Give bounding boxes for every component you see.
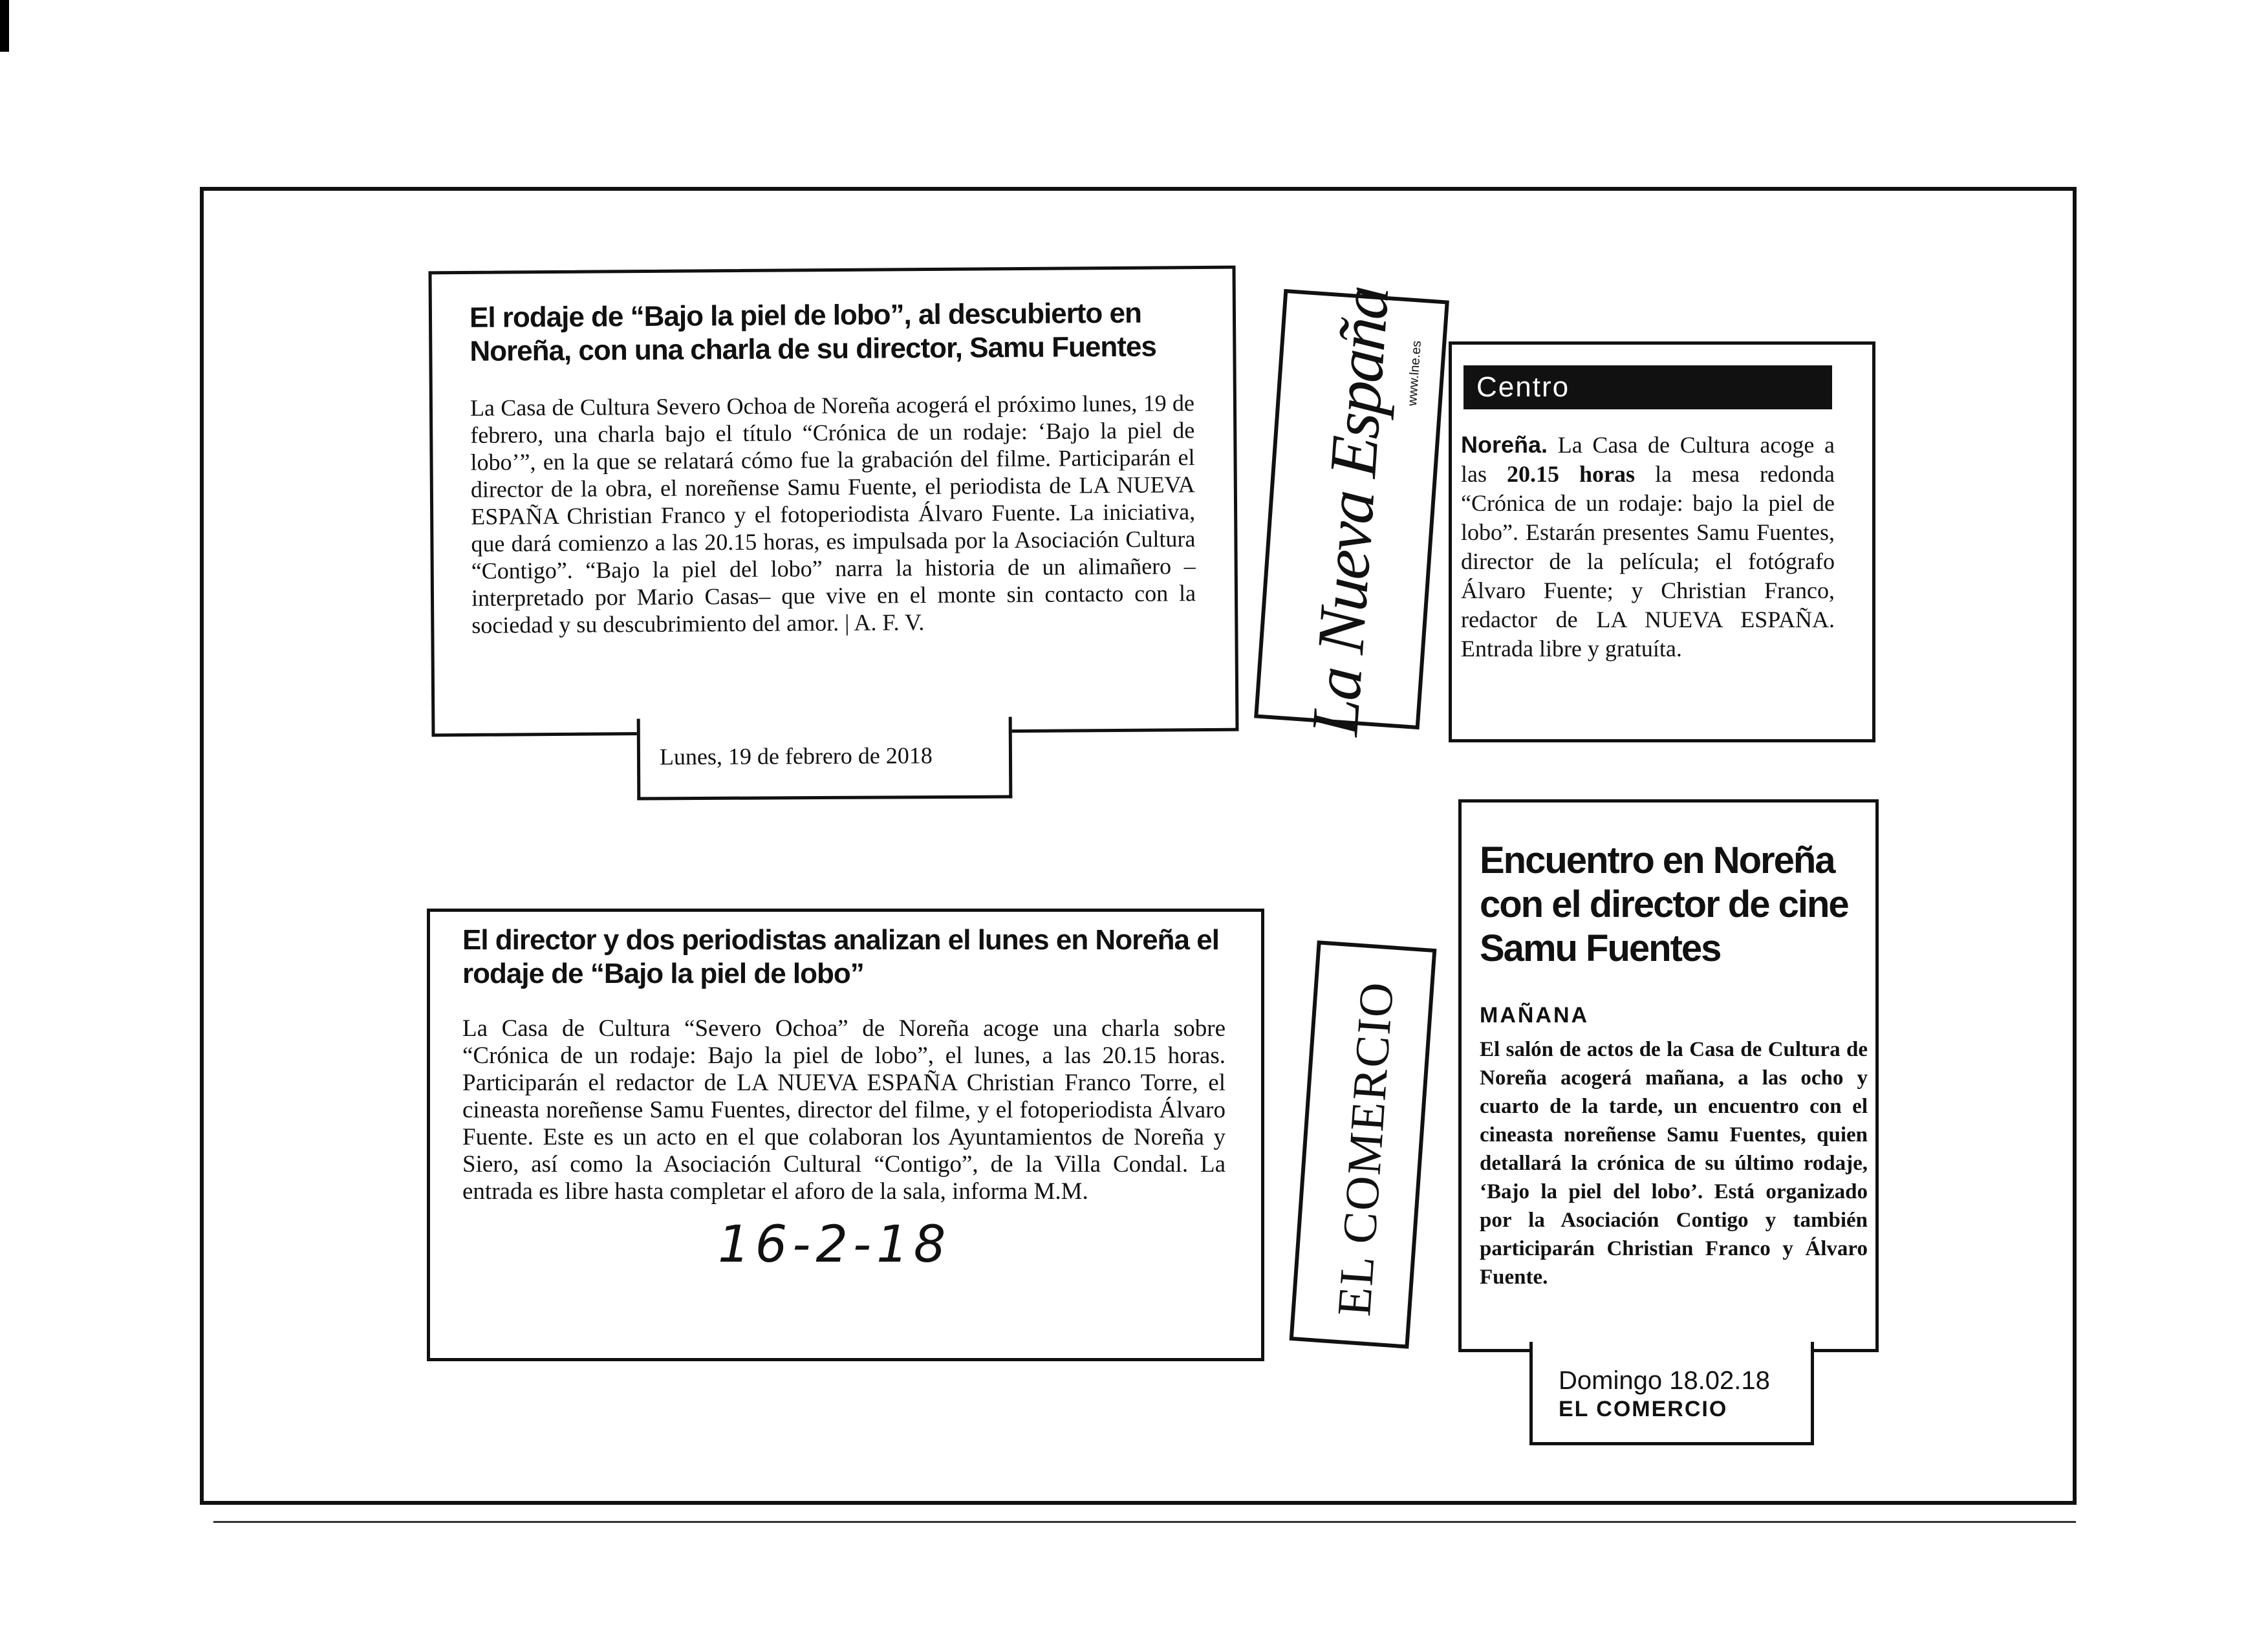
clipping-date: Lunes, 19 de febrero de 2018 bbox=[659, 742, 933, 770]
clipping-paragraph: La Casa de Cultura “Severo Ochoa” de Noreña acoge una charla sobre “Crónica de un rodaje: Bajo la piel de lobo”, el lunes, a las 20.15 horas. Participarán el redactor de LA NUEVA ESPAÑA Christian Franco Torre, el cineasta noreñense Samu Fuentes, director del filme, y el fotoperiodista Álvaro Fuente. Este es un acto en el que colaboran los Ayuntamientos de Noreña y Siero, así como la Asociación Cultural “Contigo”, de la Villa Condal. La entrada es libre hasta completar el aforo de la sala, informa M.M. bbox=[462, 1015, 1226, 1205]
clipping-date-tab bbox=[1529, 1342, 1814, 1445]
clipping-centro bbox=[1449, 341, 1875, 742]
clipping-body bbox=[462, 1015, 1226, 1205]
masthead-la-nueva-espana bbox=[1254, 285, 1449, 738]
clipping-director-periodistas bbox=[427, 909, 1264, 1361]
clipping-encuentro-norena bbox=[1458, 799, 1879, 1352]
clipping-paragraph bbox=[1461, 430, 1835, 663]
clipping-time: 20.15 horas bbox=[1507, 461, 1636, 487]
frame-underline bbox=[213, 1521, 2076, 1523]
clipping-paragraph: El salón de actos de la Casa de Cultura de Noreña acogerá mañana, a las ocho y cuarto de la tarde, un encuentro con el cineasta noreñense Samu Fuentes, quien detallará la crónica de su último rodaje, ‘Bajo la piel del lobo’. Está organizado por la Asociación Contigo y también participarán Christian Franco y Álvaro Fuente. bbox=[1480, 1038, 1868, 1289]
clipping-lead: Noreña. bbox=[1461, 431, 1548, 458]
clipping-text: La Casa de Cultura acoge a las bbox=[1461, 432, 1835, 487]
clipping-date: Domingo 18.02.18 bbox=[1559, 1366, 1770, 1395]
clipping-headline: El director y dos periodistas analizan el lunes en Noreña el rodaje de “Bajo la piel de lobo” bbox=[462, 924, 1219, 989]
clipping-date-tab bbox=[637, 717, 1013, 800]
clipping-body bbox=[1461, 430, 1835, 663]
clipping-paragraph: La Casa de Cultura Severo Ochoa de Noreña acogerá el próximo lunes, 19 de febrero, una charla bajo el título “Crónica de un rodaje: ‘Bajo la piel de lobo’”, en la que se relatará cómo fue la grabación del filme. Participarán el director de la obra, el noreñense Samu Fuente, el periodista de LA NUEVA ESPAÑA Christian Franco y el fotoperiodista Álvaro Fuente. La iniciativa, que dará comienzo a las 20.15 horas, es impulsada por la Asociación Cultura “Contigo”. “Bajo la piel del lobo” narra la historia de un alimañero –interpretado por Mario Casas– que vive en el monte sin contacto con la sociedad y su descubrimiento del amor. | A. F. V. bbox=[470, 390, 1196, 638]
clipping-text: la mesa redonda “Crónica de un rodaje: bajo la piel de lobo”. Estarán presentes Samu Fuentes, director de la película; el fotógrafo Álvaro Fuente; y Christian Franco, redactor de LA NUEVA ESPAÑA. Entrada libre y gratuíta. bbox=[1461, 461, 1835, 662]
masthead-title: EL COMERCIO bbox=[1328, 979, 1405, 1318]
clipping-headline: Encuentro en Noreña con el director de cine Samu Fuentes bbox=[1480, 839, 1848, 969]
clipping-la-nueva-espana-lunes bbox=[429, 266, 1239, 737]
clipping-body bbox=[470, 389, 1196, 639]
clipping-body bbox=[1480, 1035, 1868, 1291]
handwritten-date: 16-2-18 bbox=[718, 1216, 951, 1274]
scan-edge-mark bbox=[0, 0, 9, 52]
masthead-title: La Nueva España bbox=[1297, 285, 1403, 738]
clipping-source: EL COMERCIO bbox=[1559, 1397, 1728, 1421]
clipping-kicker: MAÑANA bbox=[1480, 1003, 1590, 1028]
masthead-website: www.lne.es bbox=[1405, 340, 1424, 407]
section-header: Centro bbox=[1463, 365, 1832, 409]
clipping-headline: El rodaje de “Bajo la piel de lobo”, al descubierto en Noreña, con una charla de su director, Samu Fuentes bbox=[469, 297, 1157, 367]
